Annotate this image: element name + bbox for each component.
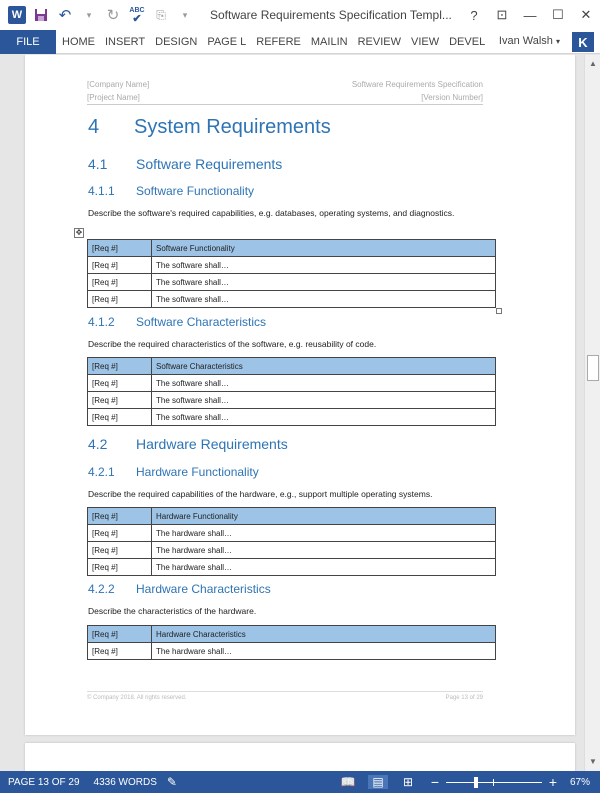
table-row: [Req #] The hardware shall… (88, 643, 496, 660)
table-row: [Req #] The software shall… (88, 392, 496, 409)
redo-icon[interactable]: ▾ (86, 9, 92, 20)
avatar[interactable]: K (572, 32, 594, 52)
zoom-level[interactable]: 67% (569, 776, 590, 788)
spelling-icon[interactable]: ABC ✔ (129, 6, 145, 25)
paragraph-4-2-2: Describe the characteristics of the hardware. (88, 606, 257, 616)
tab-file[interactable]: FILE (0, 30, 56, 54)
tab-view[interactable]: VIEW (410, 35, 440, 48)
software-characteristics-table (87, 357, 496, 426)
header-doc-title: Software Requirements Specification (351, 80, 483, 89)
scrollbar-thumb[interactable] (587, 355, 599, 381)
footer-divider (87, 691, 483, 692)
print-layout-icon[interactable]: ▤ (368, 775, 388, 789)
user-name: Ivan Walsh (498, 35, 553, 47)
header-project: [Project Name] (87, 93, 140, 102)
tab-home[interactable]: HOME (62, 35, 95, 48)
web-layout-icon[interactable]: ⊞ (402, 775, 414, 789)
tab-page-layout[interactable]: PAGE L (207, 35, 247, 48)
scroll-down-icon[interactable]: ▼ (589, 757, 597, 766)
title-bar (0, 0, 600, 30)
save-icon[interactable] (30, 4, 52, 26)
read-mode-icon[interactable]: 📖 (340, 775, 356, 789)
hardware-functionality-table (87, 507, 496, 576)
table-resize-handle[interactable] (496, 308, 502, 314)
close-button[interactable]: ✕ (580, 7, 592, 22)
undo-icon[interactable]: ↶ (58, 7, 72, 24)
paragraph-4-1-2: Describe the required characteristics of the software, e.g. reusability of code. (88, 339, 377, 349)
paragraph-4-1-1: Describe the software's required capabilities, e.g. databases, operating systems, and diagnostics. (88, 208, 455, 218)
vertical-scrollbar[interactable] (584, 55, 600, 771)
spelling-label: ABC (129, 6, 145, 14)
software-functionality-table (87, 239, 496, 308)
minimize-button[interactable]: — (523, 7, 537, 23)
help-icon[interactable]: ? (470, 7, 478, 23)
next-page[interactable] (25, 743, 575, 771)
tab-developer[interactable]: DEVEL (449, 35, 486, 48)
tab-design[interactable]: DESIGN (155, 35, 198, 48)
table-row: [Req #] The software shall… (88, 409, 496, 426)
zoom-track[interactable] (446, 782, 542, 783)
tab-review[interactable]: REVIEW (357, 35, 401, 48)
maximize-button[interactable]: ☐ (552, 7, 564, 22)
document-page[interactable] (25, 55, 575, 735)
tab-mailings[interactable]: MAILIN (310, 35, 348, 48)
window-title: Software Requirements Specification Templ... (210, 8, 452, 22)
table-row: [Req #] The hardware shall… (88, 559, 496, 576)
zoom-midpoint-tick (493, 779, 494, 786)
customize-toolbar-icon[interactable]: ▾ (182, 9, 188, 20)
ribbon-tabs (0, 30, 600, 54)
chevron-down-icon: ▾ (555, 37, 560, 46)
heading-4-2-2: 4.2.2 Hardware Characteristics (88, 582, 271, 596)
account-menu[interactable] (499, 35, 560, 47)
heading-4-1-1: 4.1.1 Software Functionality (88, 184, 255, 198)
paragraph-4-2-1: Describe the required capabilities of the hardware, e.g., support multiple operating systems. (88, 489, 433, 499)
tab-insert[interactable]: INSERT (105, 35, 146, 48)
zoom-knob[interactable] (474, 777, 478, 788)
word-count[interactable]: 4336 WORDS (93, 776, 157, 788)
status-bar (0, 771, 600, 793)
heading-4-1-2: 4.1.2 Software Characteristics (88, 315, 267, 329)
header-company: [Company Name] (87, 80, 150, 89)
heading-4-2-1: 4.2.1 Hardware Functionality (88, 465, 259, 479)
heading-4: 4 System Requirements (88, 116, 331, 138)
table-row: [Req #] The software shall… (88, 274, 496, 291)
table-header-row: [Req #] Hardware Characteristics (88, 626, 496, 643)
zoom-slider[interactable] (428, 774, 560, 790)
heading-4-2: 4.2 Hardware Requirements (88, 436, 288, 452)
table-header-row: [Req #] Software Characteristics (88, 358, 496, 375)
word-app-icon[interactable]: W (6, 4, 28, 26)
touch-mode-icon[interactable]: ⎘ (156, 7, 166, 22)
table-row: [Req #] The software shall… (88, 291, 496, 308)
scroll-up-icon[interactable]: ▲ (589, 59, 597, 68)
ribbon-display-options-icon[interactable]: ⊡ (496, 7, 508, 22)
table-row: [Req #] The hardware shall… (88, 542, 496, 559)
footer-page-number: Page 13 of 29 (445, 695, 483, 701)
heading-4-1: 4.1 Software Requirements (88, 156, 283, 172)
tab-references[interactable]: REFERE (256, 35, 301, 48)
table-header-row: [Req #] Software Functionality (88, 240, 496, 257)
proofing-icon[interactable]: ✎ (166, 775, 177, 789)
table-move-handle-icon[interactable]: ✥ (75, 228, 83, 237)
table-row: [Req #] The software shall… (88, 257, 496, 274)
footer-copyright: © Company 2018. All rights reserved. (87, 695, 187, 701)
hardware-characteristics-table (87, 625, 496, 660)
repeat-icon[interactable]: ↻ (106, 7, 120, 24)
table-row: [Req #] The software shall… (88, 375, 496, 392)
zoom-in-icon[interactable]: + (548, 774, 558, 790)
header-divider (87, 104, 483, 105)
zoom-out-icon[interactable]: − (430, 774, 440, 790)
page-count[interactable]: PAGE 13 OF 29 (8, 776, 80, 788)
table-header-row: [Req #] Hardware Functionality (88, 508, 496, 525)
header-version: [Version Number] (421, 93, 483, 102)
document-area (0, 55, 584, 771)
table-row: [Req #] The hardware shall… (88, 525, 496, 542)
